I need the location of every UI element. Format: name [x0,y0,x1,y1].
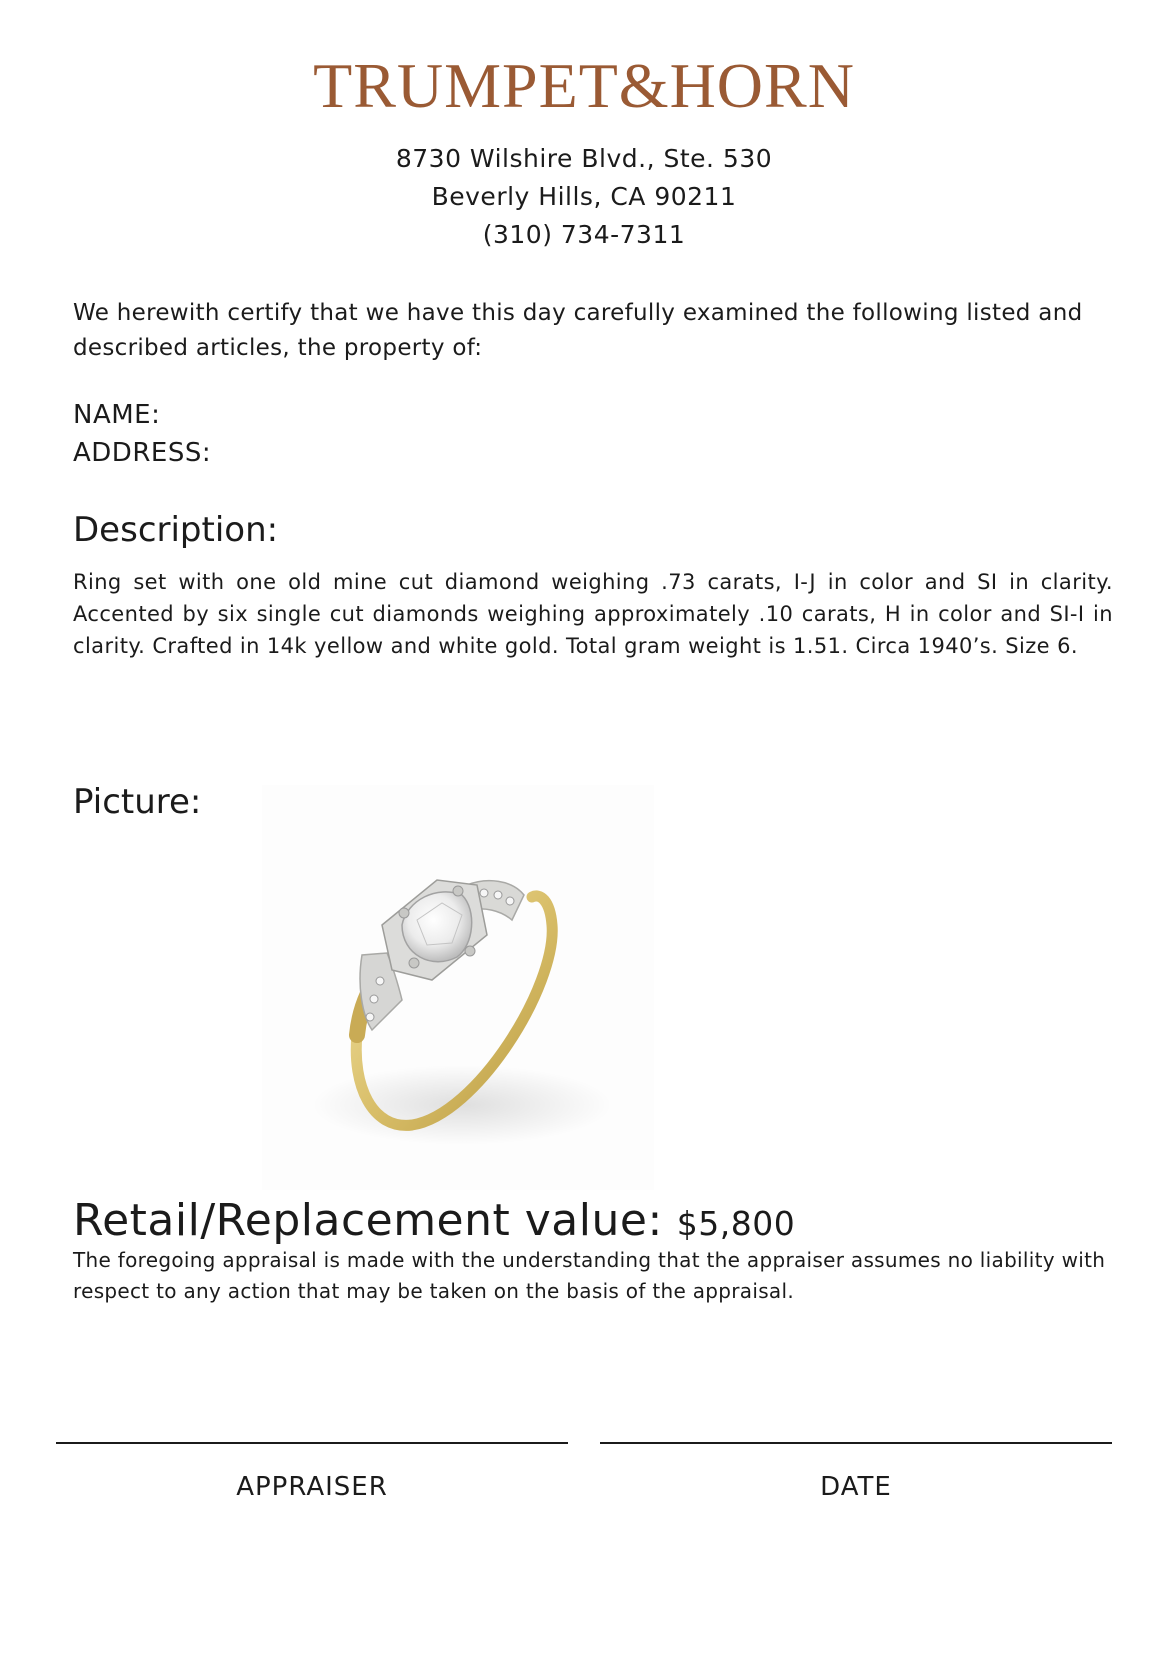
owner-name-label: NAME: [73,400,161,430]
description-text: Ring set with one old mine cut diamond weighing .73 carats, I-J in color and SI in clarity. Accented by six single cut diamonds weighing approximately .10 carats, H in color and SI-I in clarity. Crafted in 14k yellow and white gold. Total gram weight is 1.51. Circa 1940’s. Size 6. [73,570,1113,658]
date-label: DATE [820,1472,892,1502]
description-heading: Description: [73,510,279,550]
brand-logo: TRUMPET&HORN [313,50,855,121]
date-signature-line [600,1442,1112,1444]
address-line-1: 8730 Wilshire Blvd., Ste. 530 [395,144,773,173]
address-line-2: Beverly Hills, CA 90211 [431,182,737,211]
valuation-label: Retail/Replacement value: [73,1195,663,1246]
store-address-block [0,140,1168,254]
appraiser-signature-line [56,1442,568,1444]
phone-number: (310) 734-7311 [482,220,686,249]
owner-address-label: ADDRESS: [73,438,212,468]
picture-heading: Picture: [73,782,202,822]
valuation-amount: $5,800 [676,1204,796,1243]
disclaimer-text: The foregoing appraisal is made with the understanding that the appraiser assumes no liability with respect to any action that may be taken on the basis of the appraisal. [73,1248,1106,1303]
certification-statement: We herewith certify that we have this day carefully examined the following listed and described articles, the property of: [73,300,1083,361]
ring-photo [262,785,654,1190]
valuation-row [73,1195,795,1246]
ring-illustration [262,785,654,1190]
appraiser-label: APPRAISER [236,1472,388,1502]
